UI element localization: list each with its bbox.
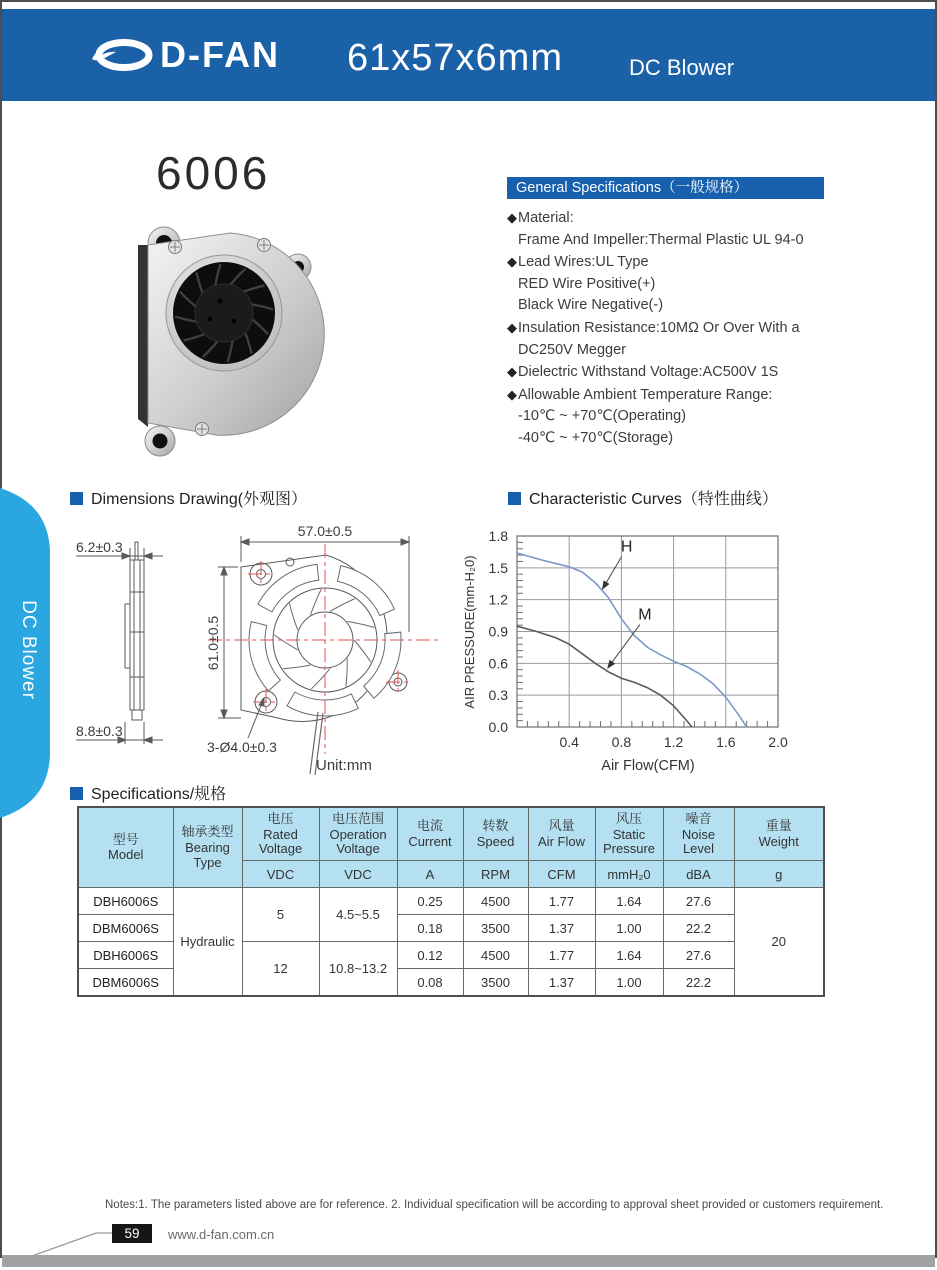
pressure-cell: 1.64 [595,942,663,969]
spec-line: ◆ Material: [507,207,931,230]
bottom-gray-bar [2,1255,935,1267]
diamond-bullet-icon [507,364,518,380]
model-cell: DBM6006S [78,969,173,997]
pressure-cell: 1.00 [595,969,663,997]
noise-cell: 22.2 [663,915,734,942]
diamond-bullet-icon [507,254,518,270]
rated-voltage-cell: 5 [242,888,319,942]
unit-pressure: mmH₂0 [595,861,663,888]
svg-text:M: M [638,606,652,624]
side-plate [138,245,148,427]
operation-voltage-cell: 10.8~13.2 [319,942,397,997]
operation-voltage-cell: 4.5~5.5 [319,888,397,942]
svg-text:0.0: 0.0 [488,719,508,735]
model-cell: DBH6006S [78,942,173,969]
general-specs-list [507,207,931,450]
model-number: 6006 [156,147,271,199]
spec-line: Frame And Impeller:Thermal Plastic UL 94-0 [518,231,804,248]
col-header-noise: 噪音 Noise Level [663,807,734,861]
diamond-bullet-icon [507,320,518,336]
svg-text:1.6: 1.6 [716,734,736,750]
unit-label: Unit:mm [316,757,372,774]
airflow-cell: 1.77 [528,888,595,915]
page-number-badge: 59 [112,1224,152,1243]
col-header-airflow: 风量 Air Flow [528,807,595,861]
spec-line: -40℃ ~ +70℃(Storage) [518,429,674,446]
unit-noise: dBA [663,861,734,888]
spec-line: ◆ Dielectric Withstand Voltage:AC500V 1S [507,361,931,384]
col-header-bearing: 轴承类型 Bearing Type [173,807,242,888]
website-link[interactable]: www.d-fan.com.cn [168,1227,275,1242]
col-header-pressure: 风压 Static Pressure [595,807,663,861]
speed-cell: 3500 [463,969,528,997]
page-border-top [0,0,937,2]
specifications-section-title: Specifications/规格 [70,781,226,804]
unit-operation: VDC [319,861,397,888]
x-axis-label: Air Flow(CFM) [601,758,695,774]
svg-text:1.2: 1.2 [663,734,684,750]
rated-voltage-cell: 12 [242,942,319,997]
side-tab-label: DC Blower [18,600,39,700]
fan-size-title: 61x57x6mm [347,37,563,79]
svg-text:1.5: 1.5 [488,559,508,576]
weight-cell: 20 [734,888,824,997]
current-cell: 0.18 [397,915,463,942]
svg-text:0.4: 0.4 [559,734,579,750]
unit-weight: g [734,861,824,888]
unit-speed: RPM [463,861,528,888]
unit-airflow: CFM [528,861,595,888]
diamond-bullet-icon [507,387,518,403]
brand-name: D-FAN [160,34,280,75]
col-header-speed: 转数 Speed [463,807,528,861]
svg-text:0.9: 0.9 [488,623,508,640]
speed-cell: 4500 [463,942,528,969]
dim-thickness-top: 6.2±0.3 [76,539,123,555]
noise-cell: 22.2 [663,969,734,997]
current-cell: 0.25 [397,888,463,915]
svg-text:0.6: 0.6 [488,655,508,672]
blue-square-icon [70,492,83,505]
bearing-cell: Hydraulic [173,888,242,997]
col-header-current: 电流 Current [397,807,463,861]
y-axis-label: AIR PRESSURE(mm-H₂0) [462,555,477,709]
current-cell: 0.08 [397,969,463,997]
pressure-cell: 1.00 [595,915,663,942]
product-photo [112,205,337,463]
curves-section-title: Characteristic Curves（特性曲线） [508,486,778,509]
model-cell: DBM6006S [78,915,173,942]
col-header-model: 型号 Model [78,807,173,888]
spec-line: -10℃ ~ +70℃(Operating) [518,408,686,425]
spec-line: ◆ Allowable Ambient Temperature Range: [507,384,931,407]
blue-square-icon [70,787,83,800]
dim-holes: 3-Ø4.0±0.3 [207,739,277,755]
centerlines [208,544,442,754]
impeller-hub [195,284,253,342]
speed-cell: 3500 [463,915,528,942]
noise-cell: 27.6 [663,888,734,915]
svg-text:H: H [620,538,633,556]
diamond-bullet-icon [507,210,518,226]
brand-logo [90,33,280,77]
specifications-table [77,806,825,997]
dim-height: 61.0±0.5 [205,615,221,671]
pressure-cell: 1.64 [595,888,663,915]
blue-square-icon [508,492,521,505]
dimensions-drawing [68,512,463,780]
unit-rated: VDC [242,861,319,888]
col-header-rated-voltage: 电压 Rated Voltage [242,807,319,861]
svg-text:0.3: 0.3 [488,687,508,704]
spec-line: RED Wire Positive(+) [518,275,656,292]
noise-cell: 27.6 [663,942,734,969]
svg-text:1.8: 1.8 [488,528,508,544]
dimensions-section-title: Dimensions Drawing(外观图） [70,486,307,509]
spec-line: ◆ Insulation Resistance:10MΩ Or Over With a [507,317,931,340]
spec-line: ◆ Lead Wires:UL Type [507,251,931,274]
characteristic-curves-chart [460,514,937,789]
model-cell: DBH6006S [78,888,173,915]
dim-thickness-bottom: 8.8±0.3 [76,723,123,739]
dim-width: 57.0±0.5 [297,523,353,539]
table-row [78,888,824,915]
airflow-cell: 1.77 [528,942,595,969]
svg-text:0.8: 0.8 [611,734,632,750]
spec-line: DC250V Megger [518,341,626,358]
product-type-label: DC Blower [629,55,735,80]
airflow-cell: 1.37 [528,969,595,997]
general-specs-title-bar: General Specifications（一般规格） [507,177,824,199]
unit-current: A [397,861,463,888]
drawing-impeller-blades [274,589,374,689]
svg-text:2.0: 2.0 [768,734,788,750]
col-header-weight: 重量 Weight [734,807,824,861]
notes-text: Notes:1. The parameters listed above are for reference. 2. Individual specification will be according to approval sheet provided or customers requirement. [105,1199,884,1211]
airflow-cell: 1.37 [528,915,595,942]
col-header-operation-voltage: 电压范围 Operation Voltage [319,807,397,861]
fan-swoosh-icon [90,33,154,77]
current-cell: 0.12 [397,942,463,969]
svg-text:1.2: 1.2 [488,591,508,608]
header-banner [2,9,935,101]
spec-line: Black Wire Negative(-) [518,297,664,314]
speed-cell: 4500 [463,888,528,915]
